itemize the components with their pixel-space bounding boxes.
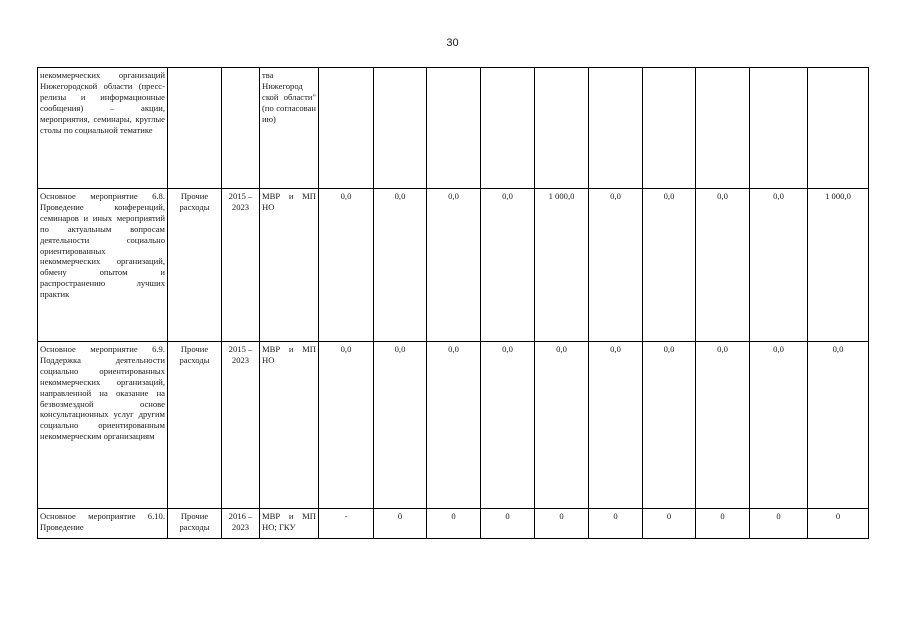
value-cell: 0 [643,509,696,539]
value-cell [319,68,374,189]
expense-type-cell: Прочие расходы [168,342,222,509]
value-cell: 0,0 [750,189,808,342]
value-cell [750,68,808,189]
value-cell: 1 000,0 [535,189,589,342]
period-cell [222,68,260,189]
measure-name-cell: некоммерческих организаций Нижегородской области (пресс-релизы и информационные сообщения) – акции, мероприятия, семинары, круглые столы по социальной тематике [38,68,168,189]
value-cell: 0 [535,509,589,539]
measure-name-cell: Основное мероприятие 6.8. Проведение конференций, семинаров и иных мероприятий по актуальным вопросам деятельности социально ориентированных некоммерческих организаций, обмену опытом и распространению лучших практик [38,189,168,342]
value-cell: 0 [481,509,535,539]
value-cell: 0 [696,509,750,539]
value-cell: 0,0 [427,342,481,509]
measure-name-cell: Основное мероприятие 6.10. Проведение [38,509,168,539]
value-cell [643,68,696,189]
period-cell: 2015 – 2023 [222,189,260,342]
table-row [38,189,869,342]
budget-table [37,67,869,539]
value-cell: 0,0 [808,342,869,509]
value-cell: 0,0 [374,342,427,509]
value-cell: 0 [427,509,481,539]
period-cell: 2016 – 2023 [222,509,260,539]
value-cell: 0,0 [696,189,750,342]
value-cell [535,68,589,189]
expense-type-cell: Прочие расходы [168,189,222,342]
value-cell [589,68,643,189]
value-cell: 0,0 [481,189,535,342]
value-cell: 0,0 [589,189,643,342]
value-cell: 0,0 [696,342,750,509]
expense-type-cell [168,68,222,189]
table-body [38,68,869,539]
value-cell: 0 [374,509,427,539]
period-cell: 2015 – 2023 [222,342,260,509]
executor-cell: тва Нижегород ской области" (по согласован ию) [260,68,319,189]
value-cell [696,68,750,189]
value-cell: 0,0 [643,342,696,509]
value-cell: 0 [808,509,869,539]
value-cell: 0,0 [643,189,696,342]
value-cell: 0,0 [319,189,374,342]
value-cell: 0,0 [535,342,589,509]
executor-cell: МВР и МП НО [260,189,319,342]
table-row [38,68,869,189]
value-cell [481,68,535,189]
value-cell [427,68,481,189]
table-row [38,509,869,539]
value-cell [808,68,869,189]
value-cell: 0,0 [374,189,427,342]
value-cell: 0 [589,509,643,539]
value-cell: 0,0 [589,342,643,509]
executor-cell: МВР и МП НО [260,342,319,509]
executor-cell: МВР и МП НО; ГКУ [260,509,319,539]
value-cell: 0,0 [427,189,481,342]
expense-type-cell: Прочие расходы [168,509,222,539]
value-cell: 1 000,0 [808,189,869,342]
value-cell: 0,0 [319,342,374,509]
measure-name-cell: Основное мероприятие 6.9. Поддержка деятельности социально ориентированных некоммерческих организаций, направленной на оказание на безвозмездной основе консультационных услуг другим социально ориентированным некоммерческим организациям [38,342,168,509]
value-cell: 0,0 [750,342,808,509]
value-cell [374,68,427,189]
table-row [38,342,869,509]
value-cell: - [319,509,374,539]
value-cell: 0 [750,509,808,539]
value-cell: 0,0 [481,342,535,509]
page-number: 30 [446,37,459,49]
